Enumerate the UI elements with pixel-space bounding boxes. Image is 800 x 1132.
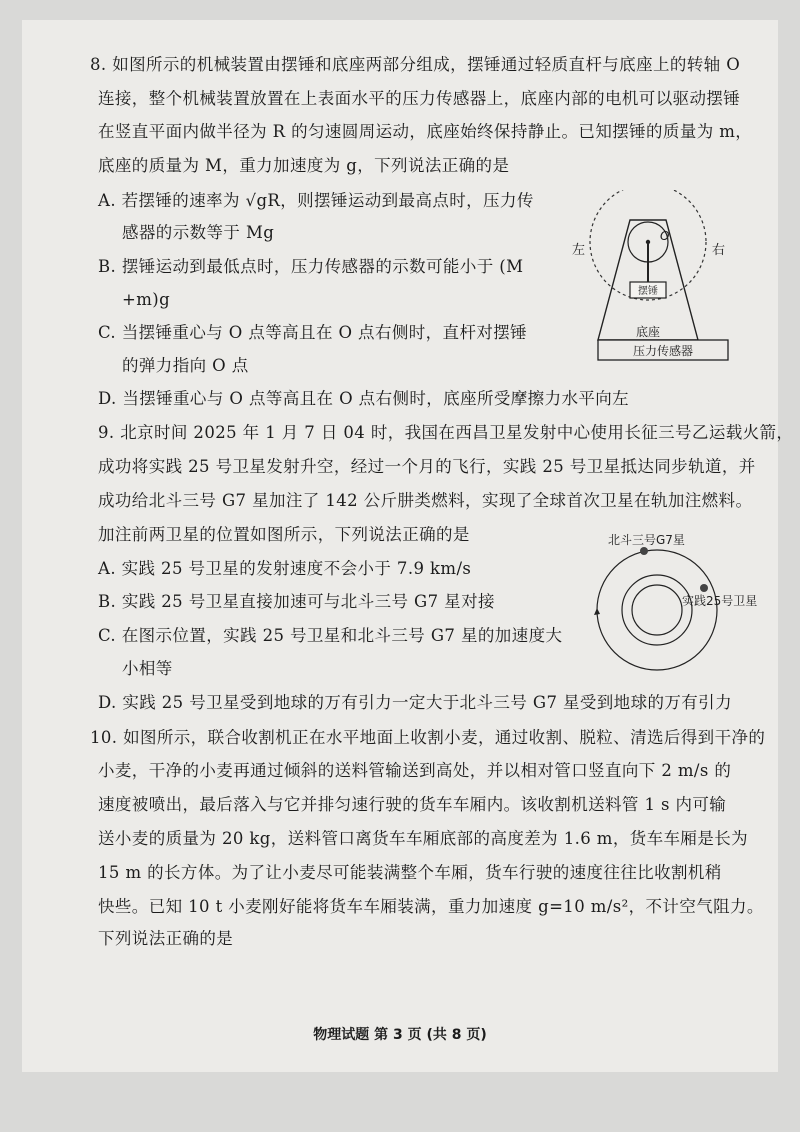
pivot-point	[646, 240, 650, 244]
q8-option-a-cont: 感器的示数等于 Mg	[122, 223, 275, 242]
q10-stem-line-1: 10. 如图所示，联合收割机正在水平地面上收割小麦，通过收割、脱粒、清选后得到干净的	[90, 728, 766, 747]
q10-stem-line-4: 送小麦的质量为 20 kg，送料管口离货车车厢底部的高度差为 1.6 m，货车车厢是长为	[98, 829, 749, 848]
sat-sj25	[700, 584, 708, 592]
sensor-label: 压力传感器	[632, 344, 694, 358]
sat-beidou	[640, 547, 648, 555]
sat-sj25-label: 实践25号卫星	[682, 594, 758, 608]
sat-beidou-label: 北斗三号G7星	[608, 533, 685, 547]
q9-option-d: D. 实践 25 号卫星受到地球的万有引力一定大于北斗三号 G7 星受到地球的万有引力	[98, 693, 732, 712]
outer-orbit	[597, 550, 717, 670]
q9-option-c: C. 在图示位置，实践 25 号卫星和北斗三号 G7 星的加速度大	[98, 626, 563, 645]
q9-stem-line-2: 成功将实践 25 号卫星发射升空，经过一个月的飞行，实践 25 号卫星抵达同步轨道，并	[98, 457, 756, 476]
q8-option-c: C. 当摆锤重心与 O 点等高且在 O 点右侧时，直杆对摆锤	[98, 323, 528, 342]
q9-stem-line-1: 9. 北京时间 2025 年 1 月 7 日 04 时，我国在西昌卫星发射中心使用长征三号乙运载火箭，	[98, 423, 794, 442]
q10-stem-line-7: 下列说法正确的是	[98, 929, 234, 948]
q9-figure	[552, 510, 762, 690]
page-footer: 物理试题 第 3 页 (共 8 页)	[313, 1027, 487, 1043]
exam-page	[22, 20, 794, 1072]
q9-option-a: A. 实践 25 号卫星的发射速度不会小于 7.9 km/s	[98, 559, 472, 578]
q10-stem-line-3: 速度被喷出，最后落入与它并排匀速行驶的货车车厢内。该收割机送料管 1 s 内可输	[98, 795, 727, 814]
q10-stem-line-6: 快些。已知 10 t 小麦刚好能将货车车厢装满，重力加速度 g=10 m/s²，不计空气阻力。	[98, 897, 764, 916]
q8-figure	[570, 190, 750, 370]
right-label: 右	[712, 243, 726, 258]
q8-stem-line-4: 底座的质量为 M，重力加速度为 g，下列说法正确的是	[98, 156, 510, 175]
base-label: 底座	[635, 325, 661, 339]
q8-stem-line-2: 连接，整个机械装置放置在上表面水平的压力传感器上，底座内部的电机可以驱动摆锤	[98, 89, 741, 108]
q9-option-c-cont: 小相等	[122, 659, 173, 678]
q8-option-a: A. 若摆锤的速率为 √gR，则摆锤运动到最高点时，压力传	[98, 191, 534, 210]
q9-option-b: B. 实践 25 号卫星直接加速可与北斗三号 G7 星对接	[98, 592, 495, 611]
left-label: 左	[572, 243, 586, 258]
q8-option-d: D. 当摆锤重心与 O 点等高且在 O 点右侧时，底座所受摩擦力水平向左	[98, 389, 630, 408]
earth	[632, 585, 682, 635]
q8-option-b: B. 摆锤运动到最低点时，压力传感器的示数可能小于 (M	[98, 257, 524, 276]
bob-label: 摆锤	[638, 286, 658, 297]
orbit-direction-arrow	[594, 608, 600, 615]
q8-option-c-cont: 的弹力指向 O 点	[122, 356, 249, 375]
q8-stem-line-3: 在竖直平面内做半径为 R 的匀速圆周运动，底座始终保持静止。已知摆锤的质量为 m，	[98, 122, 753, 141]
q9-stem-line-4: 加注前两卫星的位置如图所示，下列说法正确的是	[98, 525, 470, 544]
pivot-label: O	[660, 229, 670, 243]
q8-stem-line-1: 8. 如图所示的机械装置由摆锤和底座两部分组成，摆锤通过轻质直杆与底座上的转轴 O	[90, 55, 741, 74]
q9-stem-line-3: 成功给北斗三号 G7 星加注了 142 公斤肼类燃料，实现了全球首次卫星在轨加注燃料。	[98, 491, 753, 510]
q8-option-b-cont: +m)g	[122, 290, 171, 309]
q10-stem-line-5: 15 m 的长方体。为了让小麦尽可能装满整个车厢，货车行驶的速度往往比收割机稍	[98, 863, 722, 882]
q10-stem-line-2: 小麦，干净的小麦再通过倾斜的送料管输送到高处，并以相对管口竖直向下 2 m/s 的	[98, 761, 732, 780]
